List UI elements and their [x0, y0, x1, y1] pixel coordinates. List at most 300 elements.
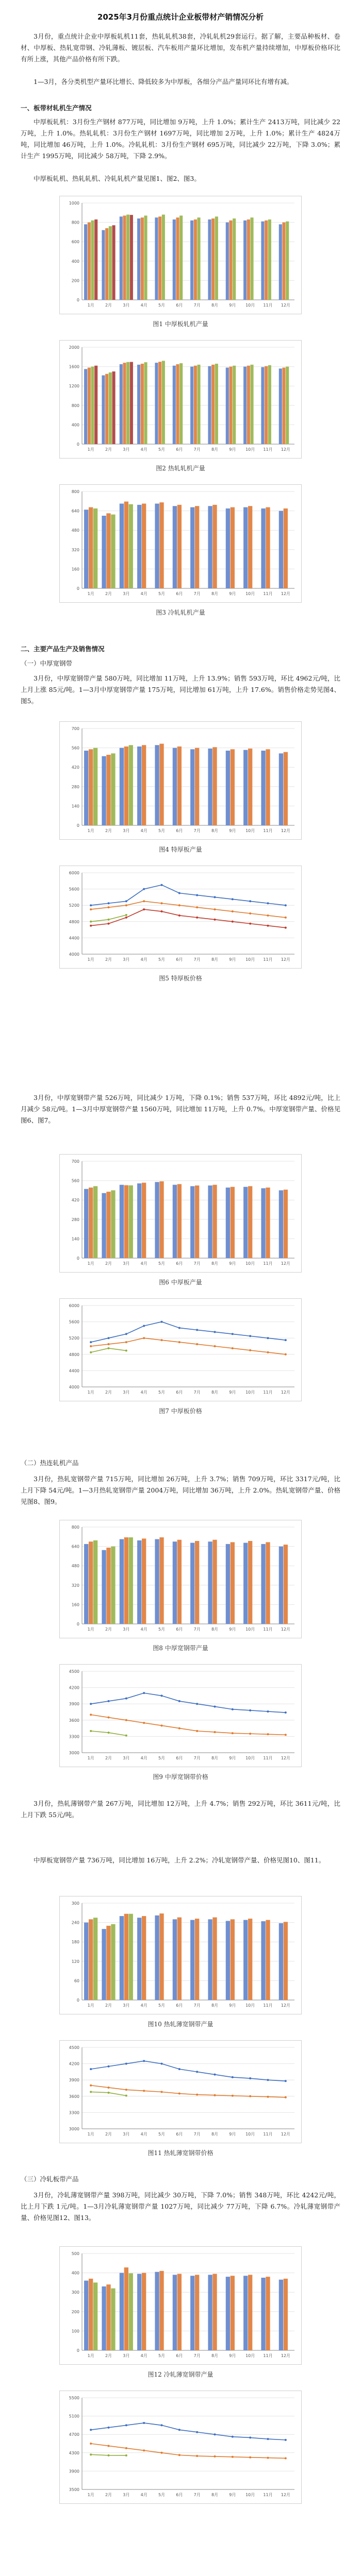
data-point: [267, 2457, 269, 2459]
chart-fig4: [59, 721, 302, 840]
x-tick-label: 9月: [229, 1627, 236, 1632]
x-tick-label: 7月: [193, 447, 201, 452]
data-point: [196, 894, 198, 896]
bar: [173, 1541, 177, 1624]
x-tick-label: 12月: [281, 2132, 290, 2137]
data-point: [214, 1345, 216, 1347]
bar: [162, 215, 165, 300]
data-point: [232, 921, 234, 923]
bar: [129, 1185, 133, 1258]
x-tick-label: 5月: [158, 2132, 166, 2137]
bar: [106, 1548, 110, 1624]
bar: [229, 367, 232, 444]
data-point: [125, 2424, 127, 2426]
bar: [106, 1926, 110, 2000]
data-point: [90, 1703, 92, 1705]
bar: [120, 1185, 124, 1258]
bar: [120, 1539, 124, 1624]
data-point: [267, 914, 269, 917]
section2-paragraph-3: 3月份，热轧宽钢带产量 715万吨，同比增加 26万吨，上升 3.7%；销售 709万吨，环比 3317元/吨，比上月下降 54元/吨。1—3月热轧宽钢带产量 2004万吨，同比增加 36万吨，上升 2.0%。热轧宽钢带产量、价格见图8、图9。: [21, 1475, 340, 1505]
data-point: [161, 1339, 163, 1341]
bar: [266, 2277, 270, 2350]
data-point: [161, 902, 163, 904]
data-point: [285, 2096, 287, 2098]
bar: [124, 502, 128, 588]
data-point: [249, 1733, 251, 1735]
bar: [250, 365, 253, 444]
data-point: [143, 2060, 145, 2062]
y-tick-label: 0: [76, 298, 79, 302]
x-tick-label: 11月: [263, 828, 273, 833]
x-tick-label: 7月: [193, 1627, 201, 1632]
x-tick-label: 9月: [229, 1390, 236, 1395]
bar: [111, 2289, 115, 2350]
bar: [190, 1543, 194, 1624]
x-tick-label: 1月: [87, 828, 94, 833]
data-point: [178, 2093, 180, 2095]
data-point: [249, 2456, 251, 2459]
y-tick-label: 5600: [69, 1319, 79, 1325]
data-point: [90, 908, 92, 910]
bar: [226, 367, 229, 444]
data-point: [125, 1698, 127, 1700]
bar: [211, 365, 215, 444]
data-point: [285, 927, 287, 929]
data-point: [232, 2076, 234, 2078]
bar: [248, 749, 252, 825]
bar: [266, 1542, 270, 1624]
x-tick-label: 5月: [158, 591, 166, 596]
y-tick-label: 0: [76, 823, 79, 828]
data-point: [249, 2077, 251, 2079]
y-tick-label: 480: [71, 1564, 79, 1569]
bar: [129, 1914, 133, 2000]
bar: [111, 1924, 115, 2000]
x-tick-label: 4月: [140, 1756, 147, 1760]
x-tick-label: 5月: [158, 2353, 166, 2358]
y-tick-label: 480: [71, 528, 79, 533]
y-tick-label: 4200: [69, 2061, 79, 2066]
y-tick-label: 6000: [69, 871, 79, 875]
data-point: [214, 2433, 216, 2435]
x-tick-label: 4月: [140, 2493, 147, 2497]
bar: [102, 516, 106, 588]
x-tick-label: 6月: [176, 1627, 183, 1632]
bar: [155, 363, 158, 444]
x-tick-label: 1月: [87, 303, 94, 308]
y-tick-label: 280: [71, 784, 79, 789]
x-tick-label: 12月: [281, 1261, 290, 1266]
bar: [279, 224, 282, 300]
x-tick-label: 8月: [211, 2493, 219, 2497]
data-point: [285, 2080, 287, 2082]
y-tick-label: 4200: [69, 1685, 79, 1690]
bar: [102, 2286, 106, 2350]
bar: [179, 215, 183, 300]
x-tick-label: 12月: [281, 828, 290, 833]
data-point: [143, 1722, 145, 1724]
data-point: [214, 1331, 216, 1333]
x-tick-label: 7月: [193, 2353, 201, 2358]
figure-6: [59, 1154, 302, 1273]
section1-paragraph-2: 中厚板轧机、热轧轧机、冷轧轧机产量见图1、图2、图3。: [34, 175, 201, 182]
y-tick-label: 0: [76, 2348, 79, 2353]
x-tick-label: 7月: [193, 2003, 201, 2008]
x-tick-label: 5月: [158, 1261, 166, 1266]
data-point: [196, 2431, 198, 2433]
figure-10-caption: 图10 热轧薄宽钢带产量: [147, 2021, 214, 2028]
bar: [284, 2279, 288, 2350]
data-point: [125, 1350, 127, 1352]
y-tick-label: 560: [71, 745, 79, 751]
bar: [177, 1918, 182, 2000]
bar: [195, 1185, 199, 1258]
x-tick-label: 4月: [140, 828, 147, 833]
x-tick-label: 8月: [211, 1627, 219, 1632]
data-point: [267, 2438, 269, 2440]
bar: [261, 367, 264, 444]
y-tick-label: 3900: [69, 1702, 79, 1707]
y-tick-label: 420: [71, 1198, 79, 1203]
bar: [279, 1190, 283, 1258]
section2-paragraph-2: 3月份，中厚宽钢带产量 526万吨，同比减少 1万吨，下降 0.1%；销售 537万吨，环比 4892元/吨，比上月减少 58元/吨。1—3月中厚宽钢带产量 1560万吨，同比增加 11万吨，上升 0.7%。中厚宽钢带产量、价格见图6、图7。: [21, 1094, 340, 1124]
y-tick-label: 1600: [69, 364, 79, 369]
bar: [84, 1544, 88, 1624]
bar: [137, 1918, 141, 2000]
x-tick-label: 7月: [193, 1390, 201, 1395]
bar: [190, 749, 194, 825]
bar: [177, 505, 182, 588]
y-tick-label: 160: [71, 1602, 79, 1607]
x-tick-label: 8月: [211, 447, 219, 452]
bar: [279, 368, 282, 444]
bar: [93, 509, 97, 588]
x-tick-label: 3月: [123, 303, 130, 308]
y-tick-label: 300: [71, 2290, 79, 2295]
bar: [231, 1187, 235, 1258]
bar: [91, 221, 94, 300]
x-tick-label: 2月: [105, 828, 112, 833]
data-point: [267, 2096, 269, 2098]
x-tick-label: 5月: [158, 2493, 166, 2497]
bar: [129, 745, 133, 825]
x-tick-label: 7月: [193, 2132, 201, 2137]
bar: [141, 217, 144, 300]
bar: [120, 2273, 124, 2350]
bar: [195, 748, 199, 825]
data-point: [125, 2095, 127, 2097]
x-tick-label: 9月: [229, 957, 236, 962]
bar: [120, 748, 124, 825]
section2-heading: 二、主要产品生产及销售情况: [21, 645, 105, 653]
bar: [194, 366, 197, 444]
data-point: [90, 921, 92, 923]
bar: [195, 1919, 199, 2000]
bar: [173, 366, 176, 444]
data-point: [214, 896, 216, 898]
x-tick-label: 9月: [229, 303, 236, 308]
y-tick-label: 4700: [69, 2432, 79, 2437]
x-tick-label: 2月: [105, 1756, 112, 1760]
data-point: [178, 2068, 180, 2070]
bar: [93, 748, 97, 825]
data-point: [196, 917, 198, 919]
bar: [162, 361, 165, 444]
x-tick-label: 2月: [105, 957, 112, 962]
data-point: [178, 1700, 180, 1702]
x-tick-label: 11月: [263, 303, 273, 308]
data-point: [125, 917, 127, 919]
data-point: [267, 2079, 269, 2081]
data-point: [125, 2063, 127, 2065]
data-point: [90, 904, 92, 906]
data-point: [143, 1692, 145, 1694]
bar: [215, 216, 218, 300]
bar: [155, 217, 158, 300]
bar: [102, 1550, 106, 1624]
y-tick-label: 4500: [69, 1669, 79, 1674]
bar: [102, 756, 106, 825]
bar: [89, 2279, 93, 2350]
y-tick-label: 0: [76, 586, 79, 591]
bar: [266, 1920, 270, 2000]
bar: [190, 1186, 194, 1258]
data-point: [108, 1732, 110, 1734]
bar: [102, 376, 105, 444]
y-tick-label: 800: [71, 489, 79, 494]
bar: [159, 744, 163, 825]
data-point: [161, 2452, 163, 2454]
x-tick-label: 12月: [281, 2003, 290, 2008]
x-tick-label: 10月: [245, 591, 255, 596]
data-point: [108, 2092, 110, 2094]
x-tick-label: 8月: [211, 2003, 219, 2008]
x-tick-label: 8月: [211, 1261, 219, 1266]
x-tick-label: 10月: [245, 2493, 255, 2497]
figure-9: [59, 1664, 302, 1767]
bar: [129, 504, 133, 588]
data-point: [108, 919, 110, 921]
x-tick-label: 5月: [158, 1756, 166, 1760]
bar: [261, 751, 265, 825]
y-tick-label: 600: [71, 240, 79, 245]
x-tick-label: 8月: [211, 2353, 219, 2358]
bar: [250, 217, 253, 300]
y-tick-label: 800: [71, 220, 79, 225]
figure-11: [59, 2040, 302, 2143]
bar: [229, 221, 232, 300]
x-tick-label: 1月: [87, 447, 94, 452]
bar: [137, 365, 140, 444]
data-point: [125, 904, 127, 906]
bar: [208, 219, 211, 300]
bar: [88, 223, 91, 300]
bar: [208, 2275, 212, 2350]
bar: [226, 2277, 230, 2350]
data-point: [232, 2095, 234, 2097]
bar: [124, 2267, 128, 2350]
data-point: [232, 1708, 234, 1710]
data-point: [108, 1337, 110, 1339]
bar: [105, 228, 108, 300]
x-tick-label: 7月: [193, 1756, 201, 1760]
y-tick-label: 240: [71, 1920, 79, 1925]
x-tick-label: 3月: [123, 1627, 130, 1632]
bar: [137, 218, 140, 300]
bar: [284, 1545, 288, 1624]
y-tick-label: 200: [71, 278, 79, 283]
x-tick-label: 6月: [176, 2132, 183, 2137]
data-point: [196, 1730, 198, 1732]
bar: [212, 747, 217, 825]
figure-5-caption: 图5 特厚板价格: [159, 975, 202, 982]
data-point: [161, 2091, 163, 2093]
bar: [91, 367, 94, 444]
x-tick-label: 5月: [158, 1627, 166, 1632]
bar: [261, 509, 265, 588]
bar: [231, 749, 235, 825]
y-tick-label: 2000: [69, 345, 79, 350]
bar: [215, 364, 218, 444]
x-tick-label: 7月: [193, 591, 201, 596]
data-point: [90, 2084, 92, 2087]
y-tick-label: 4000: [69, 952, 79, 957]
bar: [123, 215, 126, 300]
figure-5: [59, 866, 302, 969]
bar: [208, 1185, 212, 1258]
data-point: [90, 2453, 92, 2455]
figure-1-caption: 图1 中厚板轧机产量: [153, 320, 208, 328]
data-point: [249, 1335, 251, 1337]
data-point: [178, 904, 180, 906]
chart-fig5: [59, 866, 302, 969]
bar: [106, 2284, 110, 2350]
bar: [179, 363, 183, 444]
chart-frame: [60, 1299, 302, 1401]
x-tick-label: 1月: [87, 2003, 94, 2008]
bar: [142, 1183, 146, 1258]
bar: [190, 507, 194, 588]
bar: [84, 510, 88, 588]
data-point: [232, 898, 234, 900]
data-point: [214, 2094, 216, 2096]
bar: [190, 367, 193, 444]
bar: [226, 1921, 230, 2000]
x-tick-label: 10月: [245, 1627, 255, 1632]
figure-8: [59, 1520, 302, 1638]
bar: [106, 755, 110, 825]
bar: [102, 230, 105, 300]
bar: [137, 1183, 141, 1258]
y-tick-label: 700: [71, 726, 79, 731]
bar: [243, 1920, 248, 2000]
data-point: [125, 1341, 127, 1343]
bar: [212, 1918, 217, 2000]
bar: [89, 507, 93, 588]
x-tick-label: 8月: [211, 828, 219, 833]
bar: [226, 751, 230, 825]
y-tick-label: 800: [71, 403, 79, 408]
x-tick-label: 7月: [193, 303, 201, 308]
data-point: [285, 2457, 287, 2459]
bar: [94, 366, 97, 444]
bar: [194, 219, 197, 300]
y-tick-label: 3600: [69, 1718, 79, 1723]
data-point: [267, 1337, 269, 1339]
bar: [268, 365, 271, 444]
y-tick-label: 5100: [69, 2414, 79, 2419]
data-point: [143, 908, 145, 910]
y-tick-label: 0: [76, 442, 79, 447]
bar: [177, 1540, 182, 1624]
data-point: [161, 2424, 163, 2426]
x-tick-label: 5月: [158, 957, 166, 962]
x-tick-label: 2月: [105, 591, 112, 596]
x-tick-label: 4月: [140, 447, 147, 452]
x-tick-label: 6月: [176, 303, 183, 308]
data-point: [232, 1333, 234, 1335]
x-tick-label: 11月: [263, 2493, 273, 2497]
bar: [173, 506, 177, 588]
x-tick-label: 2月: [105, 2353, 112, 2358]
y-tick-label: 3000: [69, 1751, 79, 1755]
x-tick-label: 10月: [245, 447, 255, 452]
x-tick-label: 5月: [158, 1390, 166, 1395]
bar: [89, 1919, 93, 2000]
y-tick-label: 420: [71, 765, 79, 770]
x-tick-label: 9月: [229, 828, 236, 833]
bar: [94, 219, 97, 300]
data-point: [196, 2455, 198, 2457]
bar: [243, 367, 247, 444]
data-point: [285, 1734, 287, 1736]
y-tick-label: 4400: [69, 1368, 79, 1374]
bar: [106, 513, 110, 588]
bar: [84, 2281, 88, 2350]
figure-1: [59, 196, 302, 314]
bar: [159, 2271, 163, 2350]
bar: [243, 750, 248, 825]
figure-11-caption: 图11 热轧薄宽钢带价格: [147, 2149, 214, 2157]
bar: [129, 2273, 133, 2350]
bar: [130, 362, 133, 444]
y-tick-label: 140: [71, 804, 79, 809]
chart-fig3: [59, 484, 302, 603]
data-point: [178, 1341, 180, 1343]
bar: [195, 506, 199, 588]
bar: [158, 362, 161, 444]
x-tick-label: 10月: [245, 1756, 255, 1760]
data-point: [108, 1343, 110, 1345]
data-point: [90, 2429, 92, 2431]
bar: [173, 748, 177, 825]
bar: [111, 1547, 115, 1624]
x-tick-label: 10月: [245, 303, 255, 308]
data-point: [90, 2068, 92, 2070]
bar: [120, 1916, 124, 2000]
x-tick-label: 7月: [193, 1261, 201, 1266]
bar: [144, 215, 147, 300]
x-tick-label: 1月: [87, 1261, 94, 1266]
bar: [177, 2274, 182, 2350]
y-tick-label: 640: [71, 1544, 79, 1549]
bar: [84, 369, 87, 444]
y-tick-label: 3300: [69, 2110, 79, 2115]
bar: [120, 364, 123, 444]
y-tick-label: 5500: [69, 2396, 79, 2400]
data-point: [143, 2090, 145, 2092]
figure-9-caption: 图9 中厚宽钢带价格: [153, 1773, 208, 1781]
